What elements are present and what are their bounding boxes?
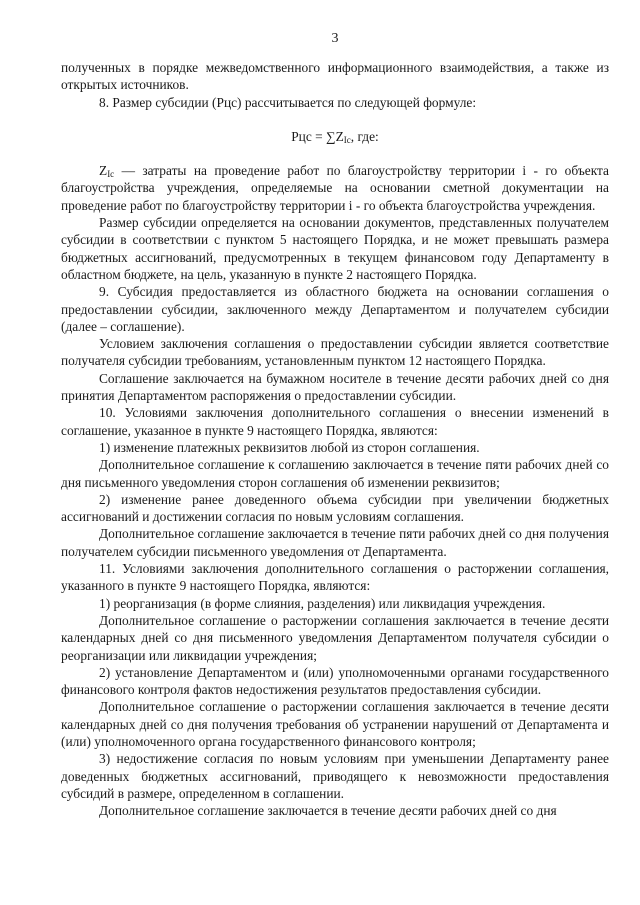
paragraph-continuation: полученных в порядке межведомственного информационного взаимодействия, а также из открытых источников.	[61, 60, 609, 93]
z-definition-text: — затраты на проведение работ по благоустройству территории i - го объекта благоустройства учреждения, определяемые на основании сметной документации на проведение работ по благоустройству территории i - го объекта благоустройства учреждения.	[61, 163, 609, 213]
page-number: 3	[331, 31, 339, 46]
formula-right: , где:	[350, 128, 379, 144]
paragraph-item-11-1: 1) реорганизация (в форме слияния, разделения) или ликвидация учреждения.	[99, 595, 546, 611]
paragraph-item-10: 10. Условиями заключения дополнительного соглашения о внесении изменений в соглашение, указанное в пункте 9 настоящего Порядка, являются:	[61, 405, 609, 438]
paragraph-item-11-2: 2) установление Департаментом и (или) уполномоченными органами государственного финансового контроля фактов недостижения результатов предоставления субсидии.	[61, 664, 609, 698]
paragraph-item-11-3: 3) недостижение согласия по новым условиям при уменьшении Департаменту ранее доведенных бюджетных ассигнований, приводящего к невозможности предоставления субсидий в размере, определенном в соглашении.	[61, 751, 609, 801]
z-symbol: Z	[99, 163, 108, 179]
paragraph-item-11-2-term: Дополнительное соглашение о расторжении соглашения заключается в течение десяти календарных дней со дня получения требования об устранении нарушений от Департамента и (или) уполномоченного органа государственного финансового контроля;	[61, 699, 609, 749]
formula-left: Рцс = ∑Z	[291, 128, 344, 144]
subsidy-formula	[61, 128, 609, 145]
z-definition	[61, 162, 609, 214]
paragraph-item-11-3-term: Дополнительное соглашение заключается в течение десяти рабочих дней со дня	[99, 803, 557, 819]
paragraph-item-10-2: 2) изменение ранее доведенного объема субсидии при увеличении бюджетных ассигнований и достижении согласия по новым условиям соглашения.	[61, 491, 609, 525]
paragraph-item-8: 8. Размер субсидии (Рцс) рассчитывается по следующей формуле:	[99, 94, 477, 110]
paragraph-item-10-1: 1) изменение платежных реквизитов любой из сторон соглашения.	[99, 439, 480, 455]
paragraph-item-9: 9. Субсидия предоставляется из областного бюджета на основании соглашения о предоставлении субсидии, заключенного между Департаментом и получателем субсидии (далее – соглашение).	[61, 284, 609, 334]
paragraph-item-11-1-term: Дополнительное соглашение о расторжении соглашения заключается в течение десяти календарных дней со дня письменного уведомления Департаментом получателя субсидии о реорганизации или ликвидации учреждения;	[61, 612, 609, 663]
paragraph-subsidy-size: Размер субсидии определяется на основании документов, представленных получателем субсидии в соответствии с пунктом 5 настоящего Порядка, и не может превышать размера бюджетных ассигнований, предусмотренных в текущем финансовом году Департаменту в областном бюджете, на цель, указанную в пункте 2 настоящего Порядка.	[61, 215, 609, 282]
paragraph-item-10-2-term: Дополнительное соглашение заключается в течение пяти рабочих дней со дня получения получателем субсидии письменного уведомления от Департамента.	[61, 526, 609, 559]
paragraph-agreement-condition: Условием заключения соглашения о предоставлении субсидии является соответствие получателя субсидии требованиям, установленным пунктом 12 настоящего Порядка.	[61, 336, 609, 369]
document-page	[61, 30, 609, 819]
paragraph-item-11: 11. Условиями заключения дополнительного соглашения о расторжении соглашения, указанного в пункте 9 настоящего Порядка, являются:	[61, 561, 609, 594]
paragraph-agreement-term: Соглашение заключается на бумажном носителе в течение десяти рабочих дней со дня принятия Департаментом распоряжения о предоставлении субсидии.	[61, 370, 609, 404]
z-subscript: Ic	[107, 169, 115, 180]
formula-subscript: Ic	[343, 134, 351, 145]
paragraph-item-10-1-term: Дополнительное соглашение к соглашению заключается в течение пяти рабочих дней со дня письменного уведомления сторон соглашения об изменении реквизитов;	[61, 457, 609, 490]
